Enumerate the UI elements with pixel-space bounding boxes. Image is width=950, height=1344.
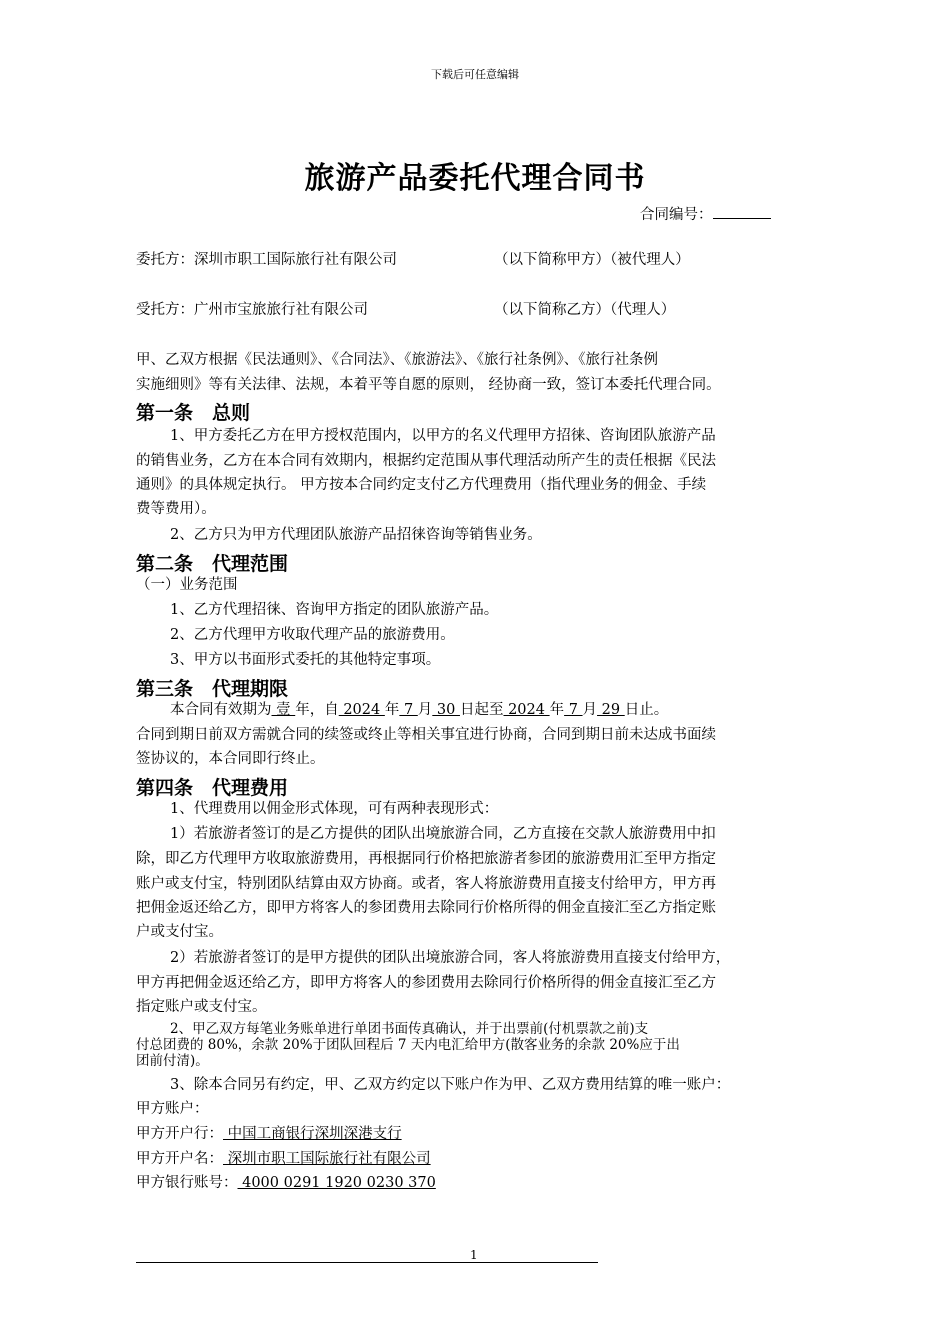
contract-number-blank — [713, 204, 771, 219]
page-number: 1 — [470, 1248, 478, 1262]
article-4-line: 指定账户或支付宝。 — [136, 999, 267, 1015]
account-name-label: 甲方开户名： — [136, 1151, 223, 1167]
article-4-line: 1、代理费用以佣金形式体现，可有两种表现形式： — [170, 801, 499, 817]
agent-note: （以下简称乙方）（代理人） — [494, 302, 676, 318]
term-prefix: 本合同有效期为 — [170, 702, 272, 718]
contract-term-line — [170, 702, 668, 719]
year-label: 年 — [384, 702, 400, 718]
article-4-line: 3、除本合同另有约定，甲、乙双方约定以下账户作为甲、乙双方费用结算的唯一账户： — [170, 1077, 731, 1093]
footer-divider — [136, 1262, 598, 1263]
document-title: 旅游产品委托代理合同书 — [304, 161, 646, 196]
article-4-heading: 第四条 代理费用 — [136, 777, 289, 799]
principal-note: （以下简称甲方）（被代理人） — [494, 252, 690, 268]
account-name-row — [136, 1151, 431, 1168]
article-1-line: 1、甲方委托乙方在甲方授权范围内，以甲方的名义代理甲方招徕、咨询团队旅游产品 — [170, 428, 716, 444]
article-1-line: 费等费用）。 — [136, 501, 216, 517]
bank-label: 甲方开户行： — [136, 1126, 223, 1142]
principal-party: 委托方：深圳市职工国际旅行社有限公司 — [136, 252, 397, 268]
article-2-heading: 第二条 代理范围 — [136, 553, 289, 575]
bank-value: 中国工商银行深圳深港支行 — [223, 1126, 402, 1142]
article-3-line: 签协议的，本合同即行终止。 — [136, 751, 325, 767]
end-month: 7 — [564, 702, 583, 718]
year-label: 年 — [549, 702, 565, 718]
article-4-line: 账户或支付宝，特别团队结算由双方协商。或者，客人将旅游费用直接支付给甲方，甲方再 — [136, 876, 716, 892]
article-2-line: （一）业务范围 — [136, 577, 238, 593]
article-1-line: 通则》的具体规定执行。 甲方按本合同约定支付乙方代理费用（指代理业务的佣金、手续 — [136, 477, 707, 493]
article-4-line: 付总团费的 80%，余款 20%于团队回程后 7 天内电汇给甲方(散客业务的余款 20%应于出 — [136, 1037, 680, 1053]
article-1-line: 2、乙方只为甲方代理团队旅游产品招徕咨询等销售业务。 — [170, 527, 542, 543]
start-day: 30 — [432, 702, 460, 718]
term-text: 年，自 — [295, 702, 339, 718]
article-2-line: 3、甲方以书面形式委托的其他特定事项。 — [170, 652, 441, 668]
account-number-label: 甲方银行账号： — [136, 1175, 238, 1191]
end-day: 29 — [597, 702, 625, 718]
contract-number — [640, 204, 771, 224]
day-label: 日起至 — [459, 702, 504, 718]
header-note: 下载后可任意编辑 — [431, 68, 519, 81]
start-month: 7 — [399, 702, 418, 718]
article-1-line: 的销售业务，乙方在本合同有效期内，根据约定范围从事代理活动所产生的责任根据《民法 — [136, 453, 716, 469]
account-number-row — [136, 1175, 436, 1192]
article-4-line: 户或支付宝。 — [136, 924, 223, 940]
agent-party: 受托方：广州市宝旅旅行社有限公司 — [136, 302, 368, 318]
article-4-line: 甲方账户： — [136, 1101, 209, 1117]
article-2-line: 2、乙方代理甲方收取代理产品的旅游费用。 — [170, 627, 455, 643]
month-label: 月 — [417, 702, 433, 718]
article-4-line: 1）若旅游者签订的是乙方提供的团队出境旅游合同，乙方直接在交款人旅游费用中扣 — [170, 826, 716, 842]
article-4-line: 把佣金返还给乙方，即甲方将客人的参团费用去除同行价格所得的佣金直接汇至乙方指定账 — [136, 900, 716, 916]
preamble-line: 实施细则》等有关法律、法规，本着平等自愿的原则， 经协商一致，签订本委托代理合同。 — [136, 377, 721, 393]
article-4-line: 除，即乙方代理甲方收取旅游费用，再根据同行价格把旅游者参团的旅游费用汇至甲方指定 — [136, 851, 716, 867]
article-3-line: 合同到期日前双方需就合同的续签或终止等相关事宜进行协商，合同到期日前未达成书面续 — [136, 727, 716, 743]
bank-row — [136, 1126, 402, 1143]
article-1-heading: 第一条 总则 — [136, 402, 251, 424]
account-number-value: 4000 0291 1920 0230 370 — [237, 1175, 436, 1191]
article-3-heading: 第三条 代理期限 — [136, 678, 289, 700]
term-years: 壹 — [271, 702, 296, 718]
article-4-line: 甲方再把佣金返还给乙方，即甲方将客人的参团费用去除同行价格所得的佣金直接汇至乙方 — [136, 975, 716, 991]
contract-number-label: 合同编号： — [640, 207, 713, 223]
day-label: 日止。 — [624, 702, 669, 718]
end-year: 2024 — [503, 702, 550, 718]
article-4-line: 2）若旅游者签订的是甲方提供的团队出境旅游合同，客人将旅游费用直接支付给甲方， — [170, 950, 731, 966]
preamble-line: 甲、乙双方根据《民法通则》、《合同法》、《旅游法》、《旅行社条例》、《旅行社条例 — [136, 352, 658, 368]
account-name-value: 深圳市职工国际旅行社有限公司 — [223, 1151, 431, 1167]
article-2-line: 1、乙方代理招徕、咨询甲方指定的团队旅游产品。 — [170, 602, 499, 618]
article-4-line: 团前付清)。 — [136, 1053, 209, 1069]
month-label: 月 — [582, 702, 598, 718]
article-4-line: 2、甲乙双方每笔业务账单进行单团书面传真确认，并于出票前(付机票款之前)支 — [170, 1021, 649, 1037]
start-year: 2024 — [338, 702, 385, 718]
